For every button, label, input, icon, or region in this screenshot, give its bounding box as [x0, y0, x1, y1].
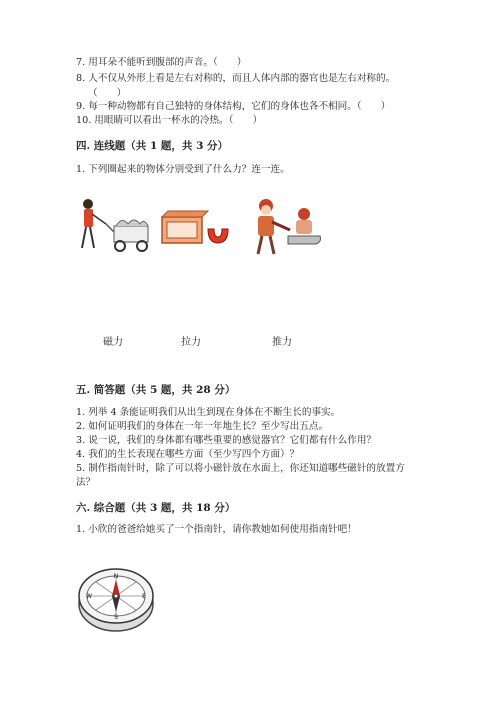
compass-picture	[76, 558, 156, 634]
short-answer-1: 1. 列举 4 条能证明我们从出生到现在身体在不断生长的事实。	[76, 407, 341, 418]
short-answer-5: 5. 制作指南针时，除了可以将小磁针放在水面上，你还知道哪些磁针的放置方	[76, 463, 405, 474]
judgement-item-10: 10. 用眼睛可以看出一杯水的冷热。（ ）	[76, 115, 263, 126]
short-answer-4: 4. 我们的生长表现在哪些方面（至少写四个方面）？	[76, 449, 300, 460]
label-pushing-force: 推力	[272, 337, 292, 348]
compass-letter-s: S	[114, 614, 118, 621]
judgement-item-8: 8. 人不仅从外形上看是左右对称的，而且人体内部的器官也是左右对称的。	[76, 73, 396, 84]
judgement-item-8-bracket: （ ）	[88, 88, 127, 99]
compass-letter-n: N	[113, 573, 119, 580]
label-magnetic-force: 磁力	[103, 337, 123, 348]
short-answer-5-cont: 法？	[76, 477, 96, 488]
short-answer-2: 2. 如何证明我们的身体在一年一年地生长？至少写出五点。	[76, 421, 329, 432]
compass-letter-w: W	[86, 593, 92, 600]
child-pushing-sled-picture	[244, 196, 322, 260]
label-pulling-force: 拉力	[181, 337, 201, 348]
judgement-item-7: 7. 用耳朵不能听到腹部的声音。（ ）	[76, 57, 247, 68]
section5-heading: 五. 简答题（共 5 题，共 28 分）	[76, 384, 236, 396]
compass-letter-e: E	[142, 593, 146, 600]
boy-pulling-cart-picture	[74, 196, 152, 258]
section6-question: 1. 小欣的爸爸给她买了一个指南针，请你教她如何使用指南针吧！	[76, 524, 357, 535]
short-answer-3: 3. 说一说，我们的身体都有哪些重要的感觉器官？它们都有什么作用？	[76, 435, 377, 446]
section4-heading: 四. 连线题（共 1 题，共 3 分）	[76, 140, 229, 152]
box-and-magnet-picture	[158, 207, 230, 253]
section4-question: 1. 下列圈起来的物体分别受到了什么力？连一连。	[76, 164, 290, 175]
judgement-item-9: 9. 每一种动物都有自己独特的身体结构，它们的身体也各不相同。（ ）	[76, 101, 391, 112]
section6-heading: 六. 综合题（共 3 题，共 18 分）	[76, 502, 236, 514]
